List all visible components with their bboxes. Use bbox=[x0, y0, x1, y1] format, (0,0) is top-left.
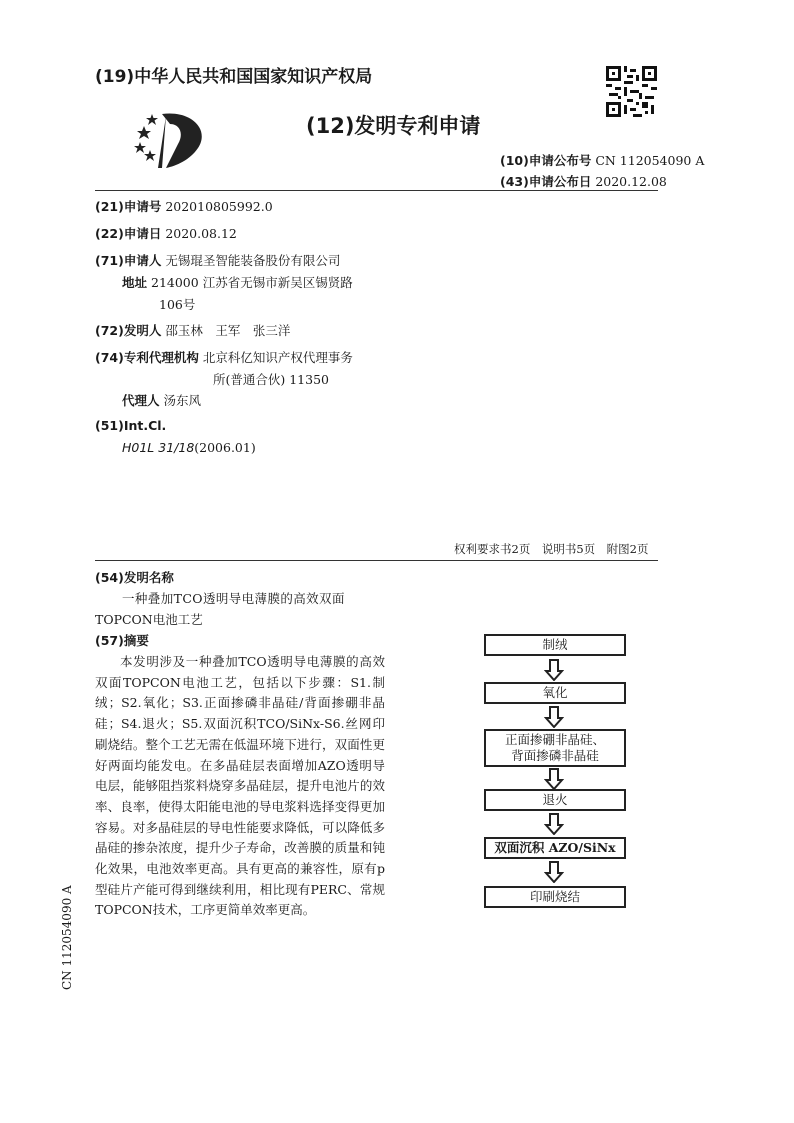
document-type: (12)发明专利申请 bbox=[306, 114, 481, 138]
down-arrow-icon bbox=[544, 768, 564, 790]
title-label: (54)发明名称 bbox=[95, 570, 174, 585]
publication-number-label: (10)申请公布号 bbox=[500, 153, 592, 168]
flow-step-oxidation: 氧化 bbox=[484, 682, 626, 704]
agency-label: (74)专利代理机构 bbox=[95, 350, 199, 365]
applicant-name: 无锡琨圣智能装备股份有限公司 bbox=[165, 253, 341, 268]
address-label: 地址 bbox=[122, 275, 148, 290]
application-number-row bbox=[95, 197, 273, 215]
cnipa-logo-icon bbox=[132, 108, 208, 170]
intcl-version: (2006.01) bbox=[194, 440, 256, 455]
abstract-label: (57)摘要 bbox=[95, 633, 149, 648]
application-date-label: (22)申请日 bbox=[95, 226, 162, 241]
agency-line-2: 所(普通合伙) 11350 bbox=[213, 372, 329, 387]
publication-number: CN 112054090 A bbox=[595, 153, 705, 168]
flow-step-annealing: 退火 bbox=[484, 789, 626, 811]
page-counts: 权利要求书2页 说明书5页 附图2页 bbox=[454, 542, 649, 556]
down-arrow-icon bbox=[544, 659, 564, 681]
application-date-row bbox=[95, 224, 237, 242]
flow-step-texturing: 制绒 bbox=[484, 634, 626, 656]
publication-date: 2020.12.08 bbox=[595, 174, 667, 189]
inventor-names: 邵玉林 王军 张三洋 bbox=[165, 323, 291, 338]
side-publication-number: CN 112054090 A bbox=[60, 885, 74, 990]
intcl-label: (51)Int.Cl. bbox=[95, 418, 167, 433]
agent-row bbox=[122, 391, 201, 409]
address-line-2: 106号 bbox=[159, 297, 196, 312]
address-line-1: 214000 江苏省无锡市新吴区锡贤路 bbox=[151, 275, 353, 290]
down-arrow-icon bbox=[544, 813, 564, 835]
intcl-code: H01L 31/18 bbox=[122, 440, 195, 455]
applicant-row bbox=[95, 251, 340, 269]
flow-step-deposition: 双面沉积 AZO/SiNx bbox=[484, 837, 626, 859]
flow-step-printing-firing: 印刷烧结 bbox=[484, 886, 626, 908]
inventor-label: (72)发明人 bbox=[95, 323, 162, 338]
publication-number-row bbox=[500, 151, 704, 169]
inventor-row bbox=[95, 321, 290, 339]
agency-line-1: 北京科亿知识产权代理事务 bbox=[202, 350, 353, 365]
counts-divider bbox=[95, 560, 658, 561]
down-arrow-icon bbox=[544, 706, 564, 728]
agent-label: 代理人 bbox=[122, 393, 160, 408]
qr-code-icon bbox=[606, 66, 657, 117]
application-number-label: (21)申请号 bbox=[95, 199, 162, 214]
office-name: (19)中华人民共和国国家知识产权局 bbox=[95, 67, 373, 87]
agency-row bbox=[95, 348, 353, 366]
intcl-row bbox=[122, 440, 256, 455]
application-number: 202010805992.0 bbox=[165, 199, 273, 214]
abstract-text: 本发明涉及一种叠加TCO透明导电薄膜的高效双面TOPCON电池工艺，包括以下步骤：S1.制绒；S2.氧化；S3.正面掺磷非晶硅/背面掺硼非晶硅；S4.退火；S5.双面沉积TCO/SiNx-S6.丝网印刷烧结。整个工艺无需在低温环境下进行，双面性更好两面均能发电。在多晶硅层表面增加AZO透明导电层，能够阻挡浆料烧穿多晶硅层，提升电池片的效率、良率，使得太阳能电池的导电浆料选择变得更加容易。对多晶硅层的导电性能要求降低，可以降低多晶硅的掺杂浓度，提升少子寿命，改善膜的质量和钝化效果，电池效率更高。具有更高的兼容性，原有p型硅片产能可得到继续利用，相比现有PERC、常规TOPCON技术，工序更简单效率更高。 bbox=[95, 654, 385, 918]
flow-step-doping: 正面掺硼非晶硅、 背面掺磷非晶硅 bbox=[484, 729, 626, 767]
address-row bbox=[122, 273, 353, 291]
invention-title-line-1: 一种叠加TCO透明导电薄膜的高效双面 bbox=[122, 591, 345, 606]
publication-date-label: (43)申请公布日 bbox=[500, 174, 592, 189]
applicant-label: (71)申请人 bbox=[95, 253, 162, 268]
down-arrow-icon bbox=[544, 861, 564, 883]
agent-name: 汤东风 bbox=[163, 393, 202, 408]
invention-title-line-2: TOPCON电池工艺 bbox=[95, 612, 203, 627]
publication-date-row bbox=[500, 172, 667, 190]
header-divider bbox=[95, 190, 658, 191]
application-date: 2020.08.12 bbox=[165, 226, 237, 241]
